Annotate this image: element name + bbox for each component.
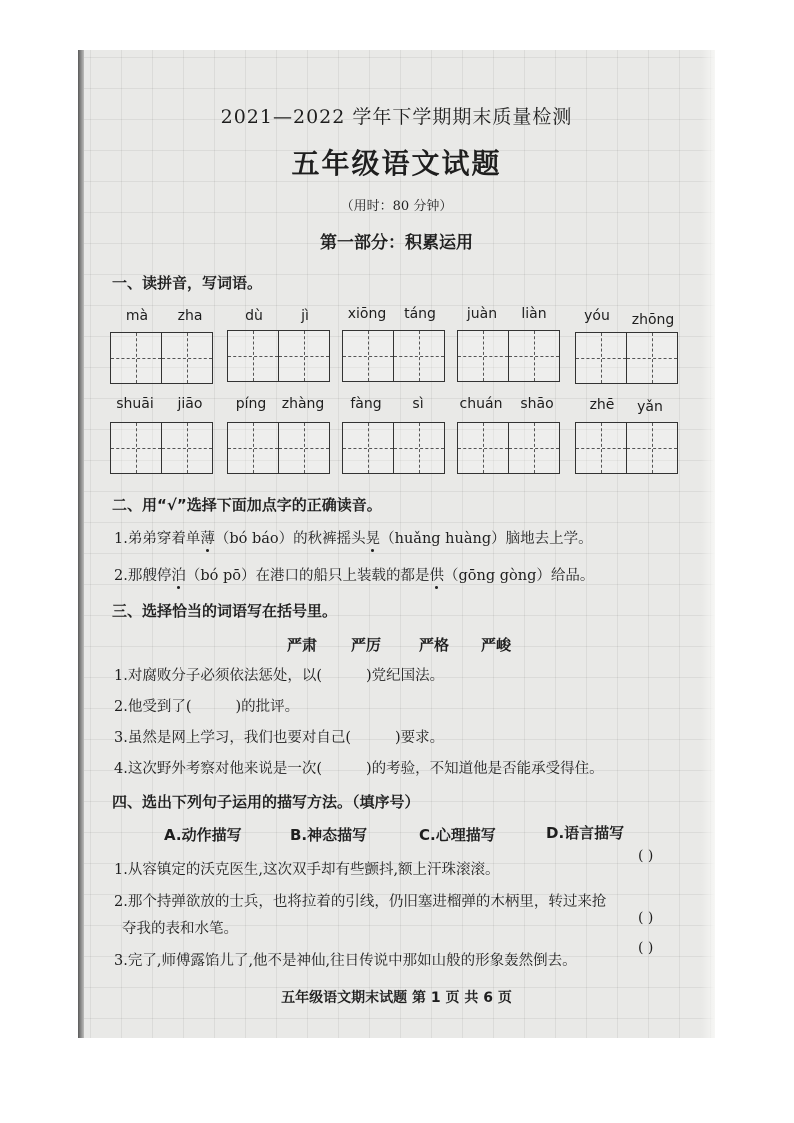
page-footer: 五年级语文期末试题 第 1 页 共 6 页	[281, 990, 512, 1006]
dotted-char: 泊	[171, 568, 186, 584]
section1-title: 一、读拼音，写词语。	[112, 274, 263, 292]
dotted-char: 供	[429, 568, 444, 584]
question-4-2: 2.那个持弹欲放的士兵，也将拉着的引线，仍旧塞进榴弹的木柄里，转过来抢	[114, 894, 607, 910]
question-4-3: 3.完了,师傅露馅儿了,他不是神仙,往日传说中那如山般的形象轰然倒去。	[114, 953, 577, 969]
char-grid[interactable]	[457, 330, 560, 382]
section3-title: 三、选择恰当的词语写在括号里。	[112, 602, 338, 620]
question-4-2-cont: 夺我的表和水笔。	[122, 921, 238, 937]
exam-term-title: 2021—2022 学年下学期期末质量检测	[220, 106, 573, 128]
word-option: 严格	[419, 636, 450, 654]
pinyin: jì	[301, 308, 309, 324]
pinyin: zha	[177, 308, 203, 324]
pinyin: juàn	[466, 306, 498, 322]
section2-title: 二、用“√”选择下面加点字的正确读音。	[112, 496, 382, 514]
pinyin: fàng	[350, 396, 382, 412]
pinyin: jiāo	[177, 396, 203, 412]
pinyin: mà	[125, 308, 149, 324]
section4-title: 四、选出下列句子运用的描写方法。（填序号）	[112, 793, 420, 811]
pinyin: chuán	[459, 396, 503, 412]
pinyin: xiōng	[347, 306, 387, 322]
char-grid[interactable]	[110, 422, 213, 474]
answer-paren[interactable]: ( )	[638, 848, 654, 864]
pinyin: zhē	[589, 397, 615, 413]
pinyin: shāo	[520, 396, 554, 412]
method-option: A.动作描写	[164, 826, 242, 844]
pinyin: liàn	[521, 306, 547, 322]
word-option: 严肃	[287, 636, 318, 654]
question-3-1: 1.对腐败分子必须依法惩处，以( )党纪国法。	[114, 668, 445, 684]
question-4-1: 1.从容镇定的沃克医生,这次双手却有些颤抖,额上汗珠滚滚。	[114, 862, 500, 878]
exam-duration: （用时：80 分钟）	[340, 199, 453, 214]
pinyin: yǎn	[637, 399, 663, 415]
char-grid[interactable]	[227, 330, 330, 382]
word-option: 严峻	[481, 636, 512, 654]
pinyin: zhōng	[631, 312, 675, 328]
method-option: B.神态描写	[290, 826, 368, 844]
dotted-char: 薄	[200, 531, 215, 547]
char-grid[interactable]	[342, 422, 445, 474]
word-option: 严厉	[351, 636, 382, 654]
question-2-2: 2.那艘停泊（bó pō）在港口的船只上装载的都是供（gōng gòng）给品。	[114, 568, 595, 584]
dotted-char: 晃	[365, 531, 381, 547]
char-grid[interactable]	[575, 332, 678, 384]
answer-paren[interactable]: ( )	[638, 940, 654, 956]
char-grid[interactable]	[342, 330, 445, 382]
answer-paren[interactable]: ( )	[638, 910, 654, 926]
char-grid[interactable]	[227, 422, 330, 474]
question-3-3: 3.虽然是网上学习，我们也要对自己( )要求。	[114, 730, 445, 746]
question-3-4: 4.这次野外考察对他来说是一次( )的考验，不知道他是否能承受得住。	[114, 761, 604, 777]
pinyin: táng	[404, 306, 436, 322]
part-heading: 第一部分：积累运用	[320, 233, 473, 253]
question-2-1: 1.弟弟穿着单薄（bó báo）的秋裤摇头晃（huǎng huàng）脑地去上学。	[114, 531, 593, 547]
method-option: C.心理描写	[419, 826, 496, 844]
pinyin: píng	[235, 396, 267, 412]
pinyin: zhàng	[281, 396, 325, 412]
pinyin: sì	[412, 396, 424, 412]
char-grid[interactable]	[457, 422, 560, 474]
pinyin: shuāi	[116, 396, 154, 412]
pinyin: yóu	[584, 308, 610, 324]
exam-page-photo	[78, 50, 715, 1038]
char-grid[interactable]	[110, 332, 213, 384]
exam-subject-title: 五年级语文试题	[291, 147, 502, 180]
char-grid[interactable]	[575, 422, 678, 474]
pinyin: dù	[245, 308, 263, 324]
method-option: D.语言描写	[546, 824, 625, 842]
question-3-2: 2.他受到了( )的批评。	[114, 699, 300, 715]
